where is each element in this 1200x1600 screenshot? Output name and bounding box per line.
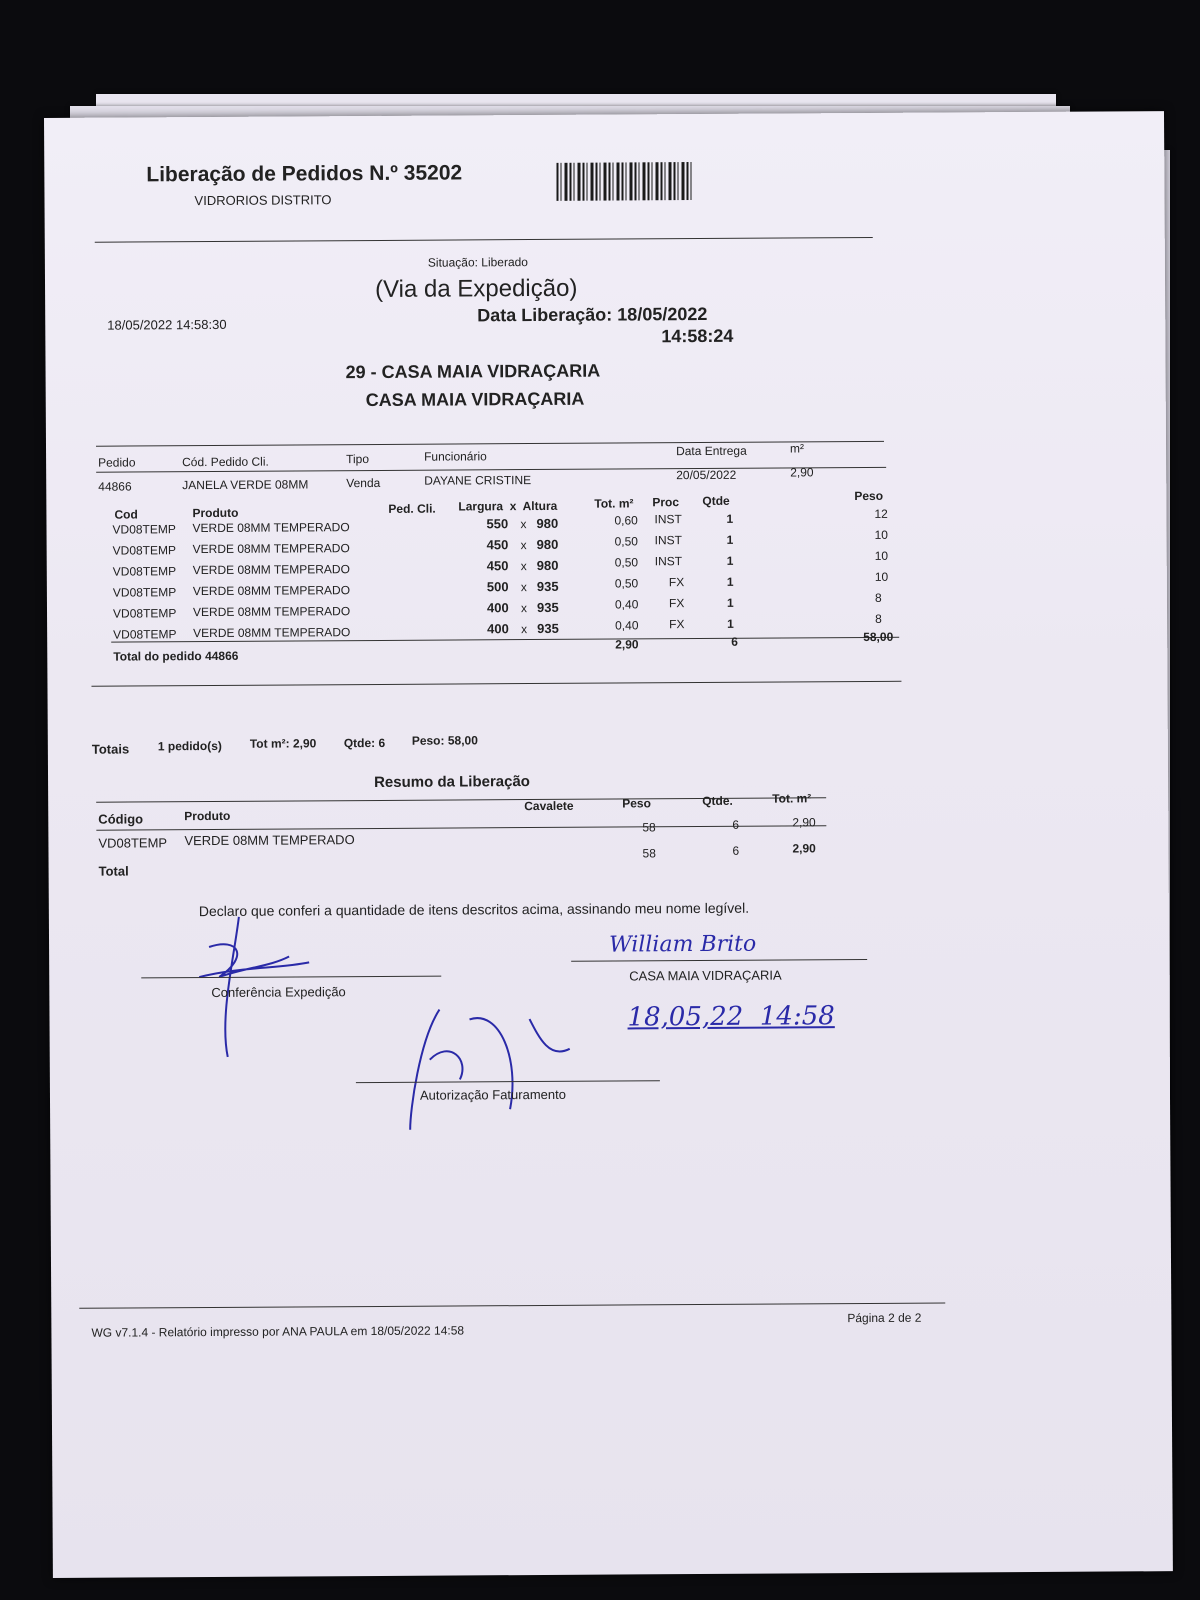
- totals-weight: Peso: 58,00: [411, 733, 478, 748]
- item-qtde: 1: [726, 553, 734, 568]
- divider: [96, 825, 826, 830]
- order-total-label: Total do pedido 44866: [113, 648, 239, 664]
- col-proc: Proc: [652, 495, 680, 510]
- totals-qtde: Qtde: 6: [343, 735, 386, 751]
- summary-qtde: 6: [732, 817, 740, 832]
- signature-label-autorizacao: Autorização Faturamento: [419, 1086, 566, 1103]
- summary-col-qtde: Qtde.: [702, 793, 733, 808]
- col-produto: Produto: [192, 505, 239, 521]
- item-produto: VERDE 08MM TEMPERADO: [192, 520, 350, 536]
- col-tot-m2: Tot. m²: [594, 496, 634, 511]
- release-date: Data Liberação: 18/05/2022: [477, 303, 708, 326]
- item-altura: 980: [536, 557, 559, 573]
- order-total-peso: 58,00: [863, 629, 894, 645]
- col-data-entrega: Data Entrega: [676, 443, 747, 459]
- col-largura-altura: Largura x Altura: [458, 498, 558, 514]
- col-m2: m²: [789, 441, 805, 456]
- copy-type: (Via da Expedição): [374, 274, 578, 303]
- item-altura: 980: [536, 536, 559, 552]
- item-proc: FX: [668, 596, 685, 611]
- item-largura: 450: [486, 558, 509, 574]
- summary-col-codigo: Código: [98, 811, 144, 827]
- item-x: x: [520, 559, 527, 574]
- report-page: [44, 111, 1173, 1578]
- item-proc: FX: [668, 575, 685, 590]
- order-number: 44866: [98, 479, 132, 494]
- item-proc: FX: [669, 617, 685, 632]
- summary-produto: VERDE 08MM TEMPERADO: [184, 832, 355, 849]
- item-qtde: 1: [726, 511, 734, 526]
- item-largura: 400: [486, 600, 509, 616]
- summary-total-qtde: 6: [732, 843, 740, 858]
- item-tot-m2: 0,40: [615, 618, 639, 633]
- signature-conferencia: [179, 896, 330, 1067]
- item-qtde: 1: [726, 595, 734, 610]
- item-tot-m2: 0,50: [614, 555, 639, 570]
- signature-label-conferencia: Conferência Expedição: [211, 984, 346, 1000]
- footer-printed-by: WG v7.1.4 - Relatório impresso por ANA PAULA em 18/05/2022 14:58: [91, 1323, 465, 1340]
- footer-page-number: Página 2 de 2: [847, 1310, 922, 1326]
- item-proc: INST: [654, 533, 682, 548]
- print-datetime: 18/05/2022 14:58:30: [107, 316, 227, 333]
- item-produto: VERDE 08MM TEMPERADO: [192, 562, 350, 578]
- footer-divider: [79, 1303, 945, 1309]
- declaration-text: Declaro que conferi a quantidade de itens descritos acima, assinando meu nome legível.: [198, 899, 750, 920]
- divider: [96, 441, 884, 447]
- company-name: VIDRORIOS DISTRITO: [194, 192, 332, 209]
- item-largura: 450: [486, 537, 509, 553]
- item-qtde: 1: [726, 574, 734, 589]
- col-tipo: Tipo: [346, 452, 370, 467]
- order-total-qtde: 6: [731, 634, 738, 649]
- item-tot-m2: 0,50: [614, 534, 638, 549]
- item-largura: 500: [486, 579, 509, 595]
- item-tot-m2: 0,60: [614, 513, 638, 528]
- summary-col-cavalete: Cavalete: [524, 798, 574, 814]
- item-altura: 935: [537, 620, 559, 636]
- item-proc: INST: [654, 512, 682, 527]
- item-x: x: [521, 622, 528, 637]
- item-produto: VERDE 08MM TEMPERADO: [193, 625, 351, 641]
- order-total-m2: 2,90: [615, 637, 639, 652]
- col-pedido: Pedido: [98, 455, 136, 470]
- divider: [95, 237, 873, 243]
- item-proc: INST: [654, 554, 683, 569]
- order-delivery-date: 20/05/2022: [676, 467, 737, 483]
- item-tot-m2: 0,40: [614, 597, 639, 612]
- item-cod: VD08TEMP: [112, 606, 177, 621]
- summary-col-tot-m2: Tot. m²: [772, 791, 812, 806]
- divider: [91, 681, 901, 687]
- order-client-code: JANELA VERDE 08MM: [182, 477, 309, 493]
- item-cod: VD08TEMP: [113, 627, 177, 642]
- col-ped-cli: Ped. Cli.: [388, 501, 436, 516]
- item-x: x: [520, 538, 527, 553]
- item-cod: VD08TEMP: [112, 543, 177, 558]
- col-cod-pedido-cli: Cód. Pedido Cli.: [182, 454, 269, 470]
- item-peso: 10: [874, 569, 889, 584]
- order-employee: DAYANE CRISTINE: [424, 473, 532, 488]
- report-title: Liberação de Pedidos N.º 35202: [146, 161, 463, 187]
- summary-total-label: Total: [98, 863, 129, 879]
- summary-total-peso: 58: [642, 846, 656, 861]
- signature-autorizacao: [399, 999, 600, 1140]
- summary-peso: 58: [642, 820, 656, 835]
- item-altura: 935: [536, 578, 559, 594]
- item-altura: 935: [536, 599, 559, 615]
- client-name: 29 - CASA MAIA VIDRAÇARIA: [345, 360, 601, 383]
- item-qtde: 1: [726, 532, 734, 547]
- item-produto: VERDE 08MM TEMPERADO: [192, 604, 351, 620]
- item-produto: VERDE 08MM TEMPERADO: [192, 583, 351, 599]
- totals-label: Totais: [91, 741, 130, 757]
- item-cod: VD08TEMP: [112, 585, 177, 600]
- client-handwritten-signature: William Brito: [608, 931, 757, 958]
- item-x: x: [520, 601, 528, 616]
- item-produto: VERDE 08MM TEMPERADO: [192, 541, 350, 557]
- col-peso: Peso: [854, 488, 884, 504]
- item-peso: 10: [874, 548, 889, 563]
- release-time: 14:58:24: [661, 325, 734, 347]
- item-largura: 550: [486, 516, 509, 532]
- item-largura: 400: [487, 621, 509, 637]
- item-peso: 12: [874, 506, 888, 521]
- item-x: x: [520, 580, 527, 595]
- barcode: [556, 162, 692, 201]
- item-altura: 980: [536, 515, 559, 531]
- item-qtde: 1: [727, 616, 734, 631]
- summary-col-peso: Peso: [622, 796, 651, 811]
- summary-codigo: VD08TEMP: [98, 835, 168, 851]
- handwritten-date: 18,05,22 14:58: [627, 1001, 835, 1033]
- signature-line: [571, 959, 867, 962]
- item-peso: 8: [874, 590, 882, 605]
- item-tot-m2: 0,50: [614, 576, 639, 591]
- client-name-secondary: CASA MAIA VIDRAÇARIA: [365, 388, 585, 411]
- status-label: Situação: Liberado: [427, 255, 529, 270]
- totals-m2: Tot m²: 2,90: [249, 736, 317, 751]
- item-cod: VD08TEMP: [112, 522, 176, 537]
- order-m2: 2,90: [790, 465, 814, 480]
- summary-col-produto: Produto: [184, 808, 231, 824]
- totals-orders: 1 pedido(s): [157, 738, 222, 754]
- col-cod: Cod: [114, 507, 138, 522]
- summary-total-m2: 2,90: [792, 841, 816, 856]
- order-type: Venda: [346, 475, 381, 491]
- item-x: x: [520, 517, 527, 532]
- item-peso: 10: [874, 527, 888, 542]
- summary-tot-m2: 2,90: [792, 815, 816, 830]
- summary-title: Resumo da Liberação: [374, 773, 531, 791]
- item-peso: 8: [875, 611, 882, 626]
- col-funcionario: Funcionário: [424, 449, 487, 464]
- item-cod: VD08TEMP: [112, 564, 177, 579]
- signature-label-client: CASA MAIA VIDRAÇARIA: [629, 967, 782, 984]
- col-qtde: Qtde: [702, 493, 730, 508]
